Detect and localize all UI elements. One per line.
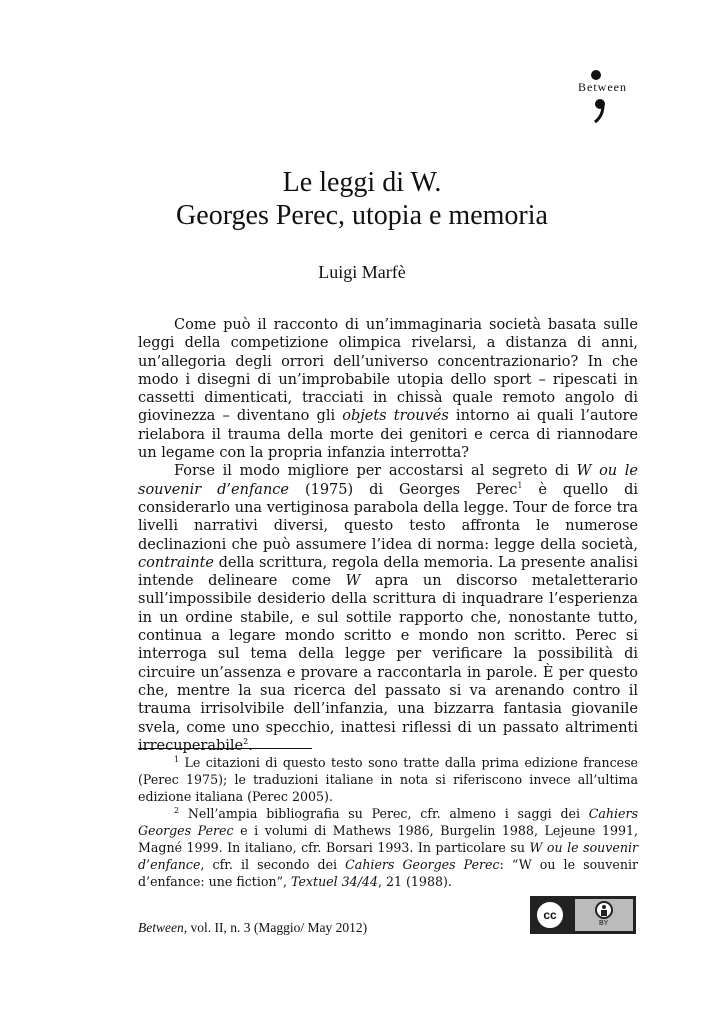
italic-run: contrainte	[138, 554, 214, 571]
cc-by-label: BY	[599, 920, 609, 927]
cc-by-panel	[575, 899, 633, 931]
italic-run: W	[345, 573, 361, 590]
text-run: Come può il racconto di un’immaginaria società basata sulle leggi della competizione olimpica rivelarsi, a distanza di anni, un’allegoria degli orrori dell’universo concentrazionario? In che modo i disegni di un’improbabile utopia dello sport – ripescati in cassetti dimenticati, tracciati in chissà quale remoto angolo di giovinezza – diventano gli	[138, 317, 638, 425]
footer-issue: vol. II, n. 3 (Maggio/ May 2012)	[187, 920, 368, 935]
text-run: : “W ou le souvenir d’enfance: une fiction”,	[138, 857, 638, 889]
text-run: Forse il modo migliore per accostarsi al segreto di	[174, 463, 577, 480]
text-run: Nell’ampia bibliografia su Perec, cfr. almeno i saggi dei	[179, 806, 589, 821]
text-run: apra un discorso metaletterario sull’impossibile desiderio della scrittura di inquadrare l’esperienza in un ordine stabile, e sul sottile rapporto che, nonostante tutto, continua a legare mondo scritto e mondo non scritto. Perec si interroga sul tema della legge per verificare la possibilità di circuire un’assenza e provare a raccontarla in parole. È per questo che, mentre la sua ricerca del passato si va arenando contro il trauma irrisolvibile dell’infanzia, una bizzarra fantasia giovanile svela, come uno specchio, inattesi riflessi di un passato altrimenti irrecuperabile	[138, 573, 639, 754]
text-run: , cfr. il secondo dei	[200, 857, 346, 872]
italic-run: Cahiers Georges Perec	[345, 857, 500, 872]
paragraph-2	[138, 462, 638, 755]
footnote-ref-1[interactable]: 1	[517, 480, 523, 490]
text-run: e i volumi di Mathews 1986, Burgelin 1988, Lejeune 1991, Magné 1999. In italiano, cfr. Borsari 1993. In particolare su	[138, 823, 638, 855]
title-line-1: Le leggi di W.	[282, 167, 442, 198]
logo-text: Between	[578, 80, 627, 94]
text-run: Le citazioni di questo testo sono tratte dalla prima edizione francese (Perec 1975); le traduzioni italiane in nota si riferiscono invece all’ultima edizione italiana (Perec 2005).	[138, 755, 638, 804]
italic-run: Textuel 34/44	[291, 874, 378, 889]
italic-run: Cahiers Georges Perec	[138, 806, 638, 838]
article-title	[100, 166, 624, 232]
title-line-2: Georges Perec, utopia e memoria	[176, 200, 548, 231]
text-run: della scrittura, regola della memoria. La presente analisi intende delineare come	[138, 554, 638, 590]
paragraph-1	[138, 316, 638, 462]
footnote-2	[138, 805, 638, 890]
footnote-number: 1	[174, 754, 180, 764]
cc-icon: cc	[535, 900, 565, 930]
text-run: (1975) di Georges Perec	[289, 481, 518, 498]
footnote-ref-2[interactable]: 2	[243, 737, 249, 746]
italic-run: objets trouvés	[342, 408, 449, 425]
footnote-number: 2	[174, 805, 180, 815]
journal-logo	[576, 66, 642, 126]
footnote-1	[138, 754, 638, 805]
author-name: Luigi Marfè	[318, 262, 406, 282]
text-run: .	[248, 737, 253, 754]
cc-license-badge[interactable]	[530, 896, 636, 934]
footer-journal: Between,	[138, 920, 188, 935]
text-run: , 21 (1988).	[377, 874, 452, 889]
text-run: è quello di considerarlo una vertiginosa parabola della legge. Tour de force tra livelli narrativi diversi, questo testo affronta le numerose declinazioni che può assumere l’idea di norma: legge della società,	[138, 481, 638, 553]
text-run: intorno ai quali l’autore rielabora il trauma della morte dei genitori e cerca di riannodare un legame con la propria infanzia interrotta?	[138, 408, 638, 462]
attribution-person-icon	[595, 901, 613, 919]
logo-comma-icon	[576, 66, 642, 126]
page-footer	[138, 920, 367, 936]
article-body	[138, 316, 638, 755]
italic-run: W ou le souvenir d’enfance	[138, 840, 638, 872]
italic-run: W ou le souvenir d’enfance	[138, 463, 638, 498]
footnote-divider	[138, 748, 312, 749]
footnotes	[138, 754, 638, 890]
